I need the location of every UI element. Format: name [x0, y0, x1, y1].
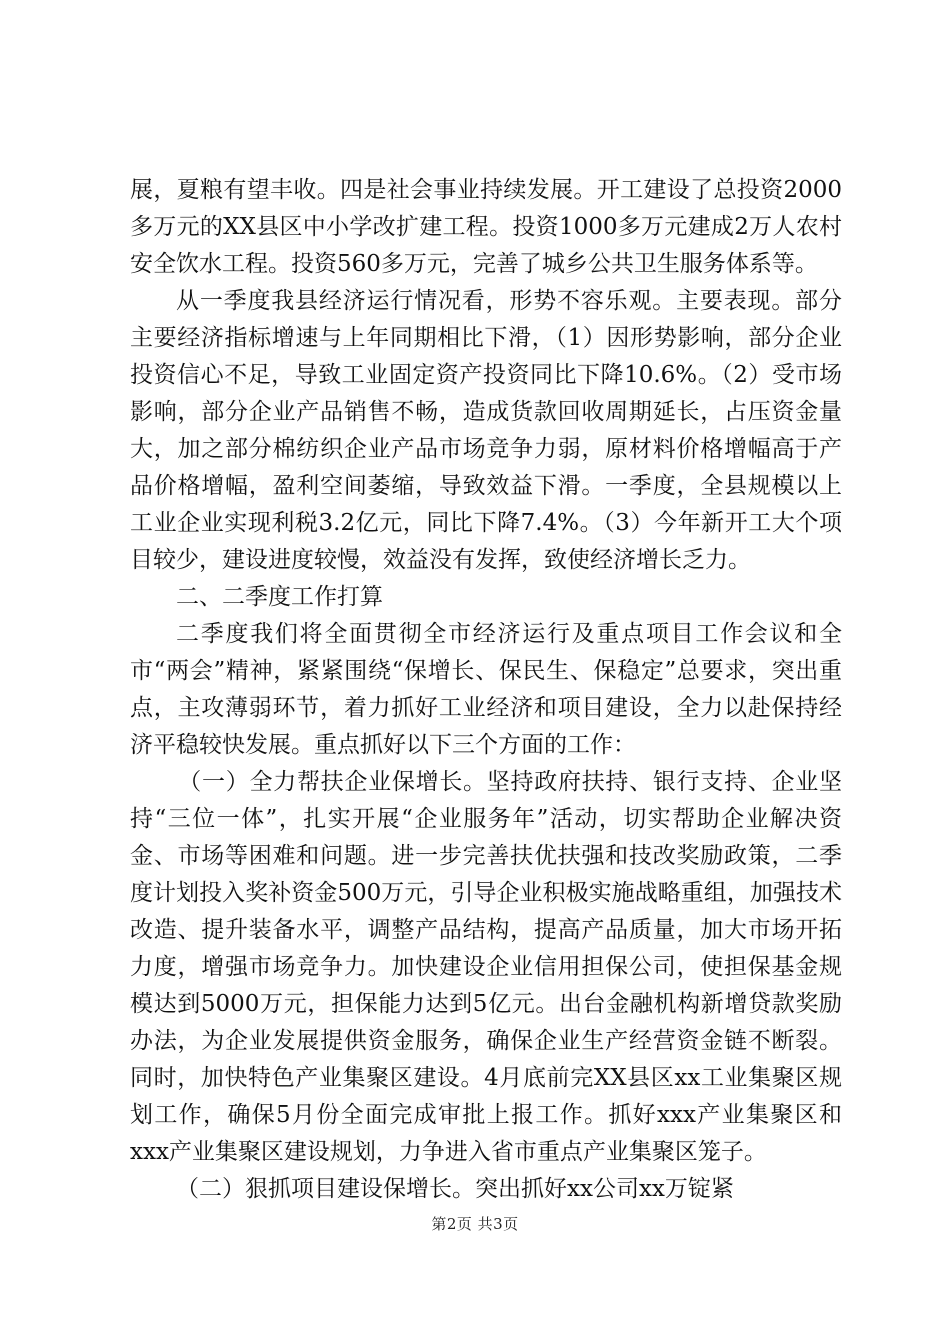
paragraph-item-two: （二）狠抓项目建设保增长。突出抓好xx公司xx万锭紧	[176, 1176, 734, 1202]
paragraph-item-one: （一）全力帮扶企业保增长。坚持政府扶持、银行支持、企业坚持“三位一体”，扎实开展“企业服务年”活动，切实帮助企业解决资金、市场等困难和问题。进一步完善扶优扶强和技改奖励政策，二季度计划投入奖补资金500万元，引导企业积极实施战略重组，加强技术改造、提升装备水平，调整产品结构，提高产品质量，加大市场开拓力度，增强市场竞争力。加快建设企业信用担保公司，使担保基金规模达到5000万元，担保能力达到5亿元。出台金融机构新增贷款奖励办法，为企业发展提供资金服务，确保企业生产经营资金链不断裂。同时，加快特色产业集聚区建设。4月底前完XX县区xx工业集聚区规划工作，确保5月份全面完成审批上报工作。抓好xxx产业集聚区和xxx产业集聚区建设规划，力争进入省市重点产业集聚区笼子。	[130, 769, 842, 1165]
document-body	[130, 172, 842, 1208]
paragraph-continuation: 展，夏粮有望丰收。四是社会事业持续发展。开工建设了总投资2000多万元的XX县区中小学改扩建工程。投资1000多万元建成2万人农村安全饮水工程。投资560多万元，完善了城乡公共卫生服务体系等。	[130, 177, 842, 277]
section-heading-q2-plan: 二、二季度工作打算	[176, 584, 383, 610]
paragraph-economic-situation: 从一季度我县经济运行情况看，形势不容乐观。主要表现。部分主要经济指标增速与上年同期相比下滑，（1）因形势影响，部分企业投资信心不足，导致工业固定资产投资同比下降10.6%。（2）受市场影响，部分企业产品销售不畅，造成货款回收周期延长，占压资金量大，加之部分棉纺织企业产品市场竞争力弱，原材料价格增幅高于产品价格增幅，盈利空间萎缩，导致效益下滑。一季度，全县规模以上工业企业实现利税3.2亿元，同比下降7.4%。（3）今年新开工大个项目较少，建设进度较慢，效益没有发挥，致使经济增长乏力。	[130, 288, 842, 573]
page-number-footer: 第2页 共3页	[431, 1215, 519, 1233]
paragraph-q2-overview: 二季度我们将全面贯彻全市经济运行及重点项目工作会议和全市“两会”精神，紧紧围绕“保增长、保民生、保稳定”总要求，突出重点，主攻薄弱环节，着力抓好工业经济和项目建设，全力以赴保持经济平稳较快发展。重点抓好以下三个方面的工作：	[130, 621, 842, 758]
